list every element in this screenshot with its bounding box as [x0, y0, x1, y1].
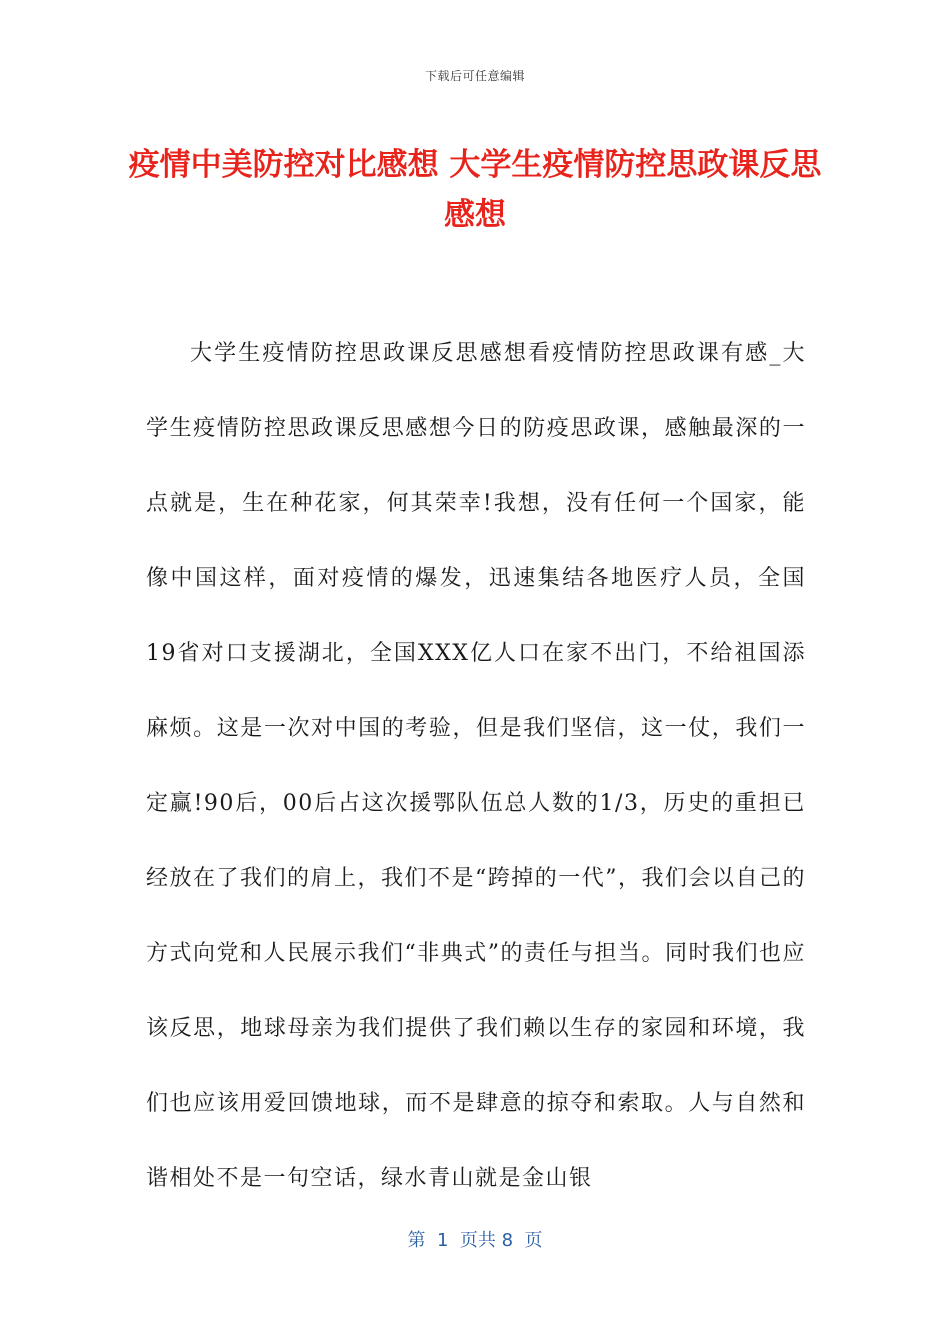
- page-footer: 第 1 页共 8 页: [407, 1230, 543, 1251]
- body-paragraph: 大学生疫情防控思政课反思感想看疫情防控思政课有感_大学生疫情防控思政课反思感想今日的防疫思政课，感触最深的一点就是，生在种花家，何其荣幸!我想，没有任何一个国家，能像中国这样，面对疫情的爆发，迅速集结各地医疗人员，全国19省对口支援湖北，全国XXX亿人口在家不出门，不给祖国添麻烦。这是一次对中国的考验，但是我们坚信，这一仗，我们一定赢!90后，00后占这次援鄂队伍总人数的1/3，历史的重担已经放在了我们的肩上，我们不是“跨掉的一代”，我们会以自己的方式向党和人民展示我们“非典式”的责任与担当。同时我们也应该反思，地球母亲为我们提供了我们赖以生存的家园和环境，我们也应该用爱回馈地球，而不是肆意的掠夺和索取。人与自然和谐相处不是一句空话，绿水青山就是金山银: [146, 341, 806, 1191]
- header-note: 下载后可任意编辑: [424, 69, 525, 83]
- document-title: 疫情中美防控对比感想 大学生疫情防控思政课反思感想: [128, 147, 822, 233]
